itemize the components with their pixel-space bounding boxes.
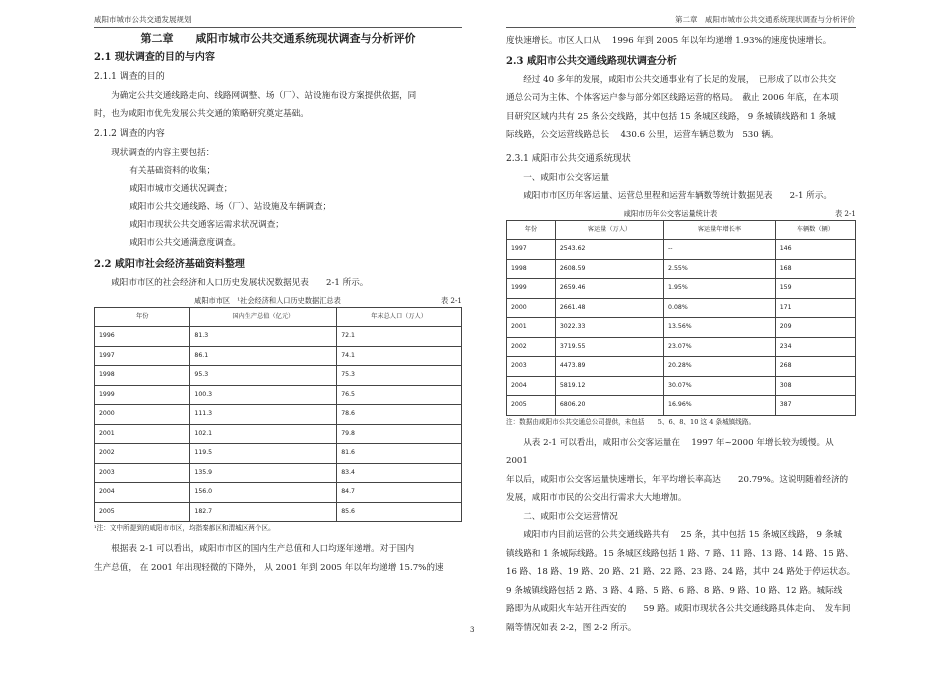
paragraph-operations-line: 咸阳市内目前运营的公共交通线路共有 25 条，其中包括 15 条城区线路， 9 条城 [523, 530, 842, 540]
table-row [95, 463, 462, 483]
table-row [507, 318, 856, 338]
table-cell: 2002 [507, 337, 556, 357]
table-cell: 2003 [95, 463, 190, 483]
table-row [507, 279, 856, 299]
table-cell: 119.5 [190, 444, 337, 464]
paragraph-operations-line: 16 路、18 路、19 路、20 路、21 路、22 路、23 路、24 路，其中 24 路处于停运状态。 [506, 567, 856, 577]
column-header: 客运量年增长率 [664, 220, 776, 240]
table-cell: 111.3 [190, 405, 337, 425]
paragraph-ridership-analysis-line3: 发展，咸阳市市民的公交出行需求大大地增加。 [506, 493, 687, 503]
table-cell: 102.1 [190, 424, 337, 444]
ridership-table-note: 注：数据由咸阳市公共交通总公司提供，未包括 5、6、8、10 这 4 条城镇线路。 [506, 417, 756, 426]
table-cell: 2000 [507, 298, 556, 318]
paragraph-content-intro: 现状调查的内容主要包括： [111, 147, 215, 158]
table-cell: 1999 [95, 385, 190, 405]
chapter-title: 第二章 咸阳市城市公共交通系统现状调查与分析评价 [140, 32, 416, 45]
table-cell: 3022.33 [555, 318, 663, 338]
section-2-1-heading: 2.1 现状调查的目的与内容 [94, 51, 215, 63]
section-2-1-2-heading: 2.1.2 调查的内容 [94, 128, 165, 139]
table-cell: 2004 [95, 483, 190, 503]
table-cell: 86.1 [190, 346, 337, 366]
paragraph-continued: 度快速增长。市区人口从 1996 年到 2005 年以年均递增 1.93%的速度快速增长。 [506, 36, 832, 46]
table-cell: 83.4 [337, 463, 462, 483]
table-cell: 1.95% [664, 279, 776, 299]
table-cell: 2.55% [664, 259, 776, 279]
table-cell: 81.6 [337, 444, 462, 464]
list-item: 有关基础资料的收集； [129, 166, 216, 176]
table-cell: 85.6 [337, 502, 462, 522]
table-cell: 2003 [507, 357, 556, 377]
paragraph-operations-line: 镇线路和 1 条城际线路。15 条城区线路包括 1 路、7 路、11 路、13 路、14 路、15 路、 [506, 548, 854, 559]
table-cell: 1996 [95, 327, 190, 347]
section-2-2-heading: 2.2 咸阳市社会经济基础资料整理 [94, 259, 245, 270]
table-cell: 168 [775, 259, 855, 279]
table-cell: 209 [775, 318, 855, 338]
paragraph-purpose-line2: 时，也为咸阳市优先发展公共交通的策略研究奠定基础。 [94, 109, 309, 119]
table-cell: 84.7 [337, 483, 462, 503]
table-cell: 0.08% [664, 298, 776, 318]
table-cell: 2608.59 [555, 259, 663, 279]
subsection-operations-heading: 二、咸阳市公交运营情况 [523, 511, 618, 522]
table-header-row [507, 220, 856, 240]
table-cell: 13.56% [664, 318, 776, 338]
table-header-row [95, 307, 462, 327]
table-cell: 1997 [507, 240, 556, 260]
ridership-table-caption-line [506, 208, 856, 220]
table-cell: 79.8 [337, 424, 462, 444]
table-cell: 76.5 [337, 385, 462, 405]
table-cell: 2001 [95, 424, 190, 444]
list-item: 咸阳市公共交通满意度调查。 [129, 238, 241, 248]
table-cell: 6806.20 [555, 396, 663, 416]
paragraph-operations-line: 路即为从咸阳火车站开往西安的 59 路。咸阳市现状各公共交通线路具体走向、 发车间 [506, 604, 851, 614]
table-cell: 2002 [95, 444, 190, 464]
table-row [95, 502, 462, 522]
table-row [507, 357, 856, 377]
table-row [507, 259, 856, 279]
paragraph-operations-line: 隔等情况如表 2-2，图 2-2 所示。 [506, 622, 637, 633]
table-cell: 5819.12 [555, 376, 663, 396]
table-row [507, 298, 856, 318]
table-cell: 2659.46 [555, 279, 663, 299]
table-row [95, 444, 462, 464]
table-2-1-caption-line [94, 295, 462, 307]
column-header: 国内生产总值（亿元） [190, 307, 337, 327]
paragraph-lines-line2: 通总公司为主体、个体客运户参与部分郊区线路运营的格局。 截止 2006 年底，在本项 [506, 93, 839, 103]
paragraph-lines-line3: 目研究区域内共有 25 条公交线路，其中包括 15 条城区线路， 9 条城镇线路和 1 条城 [506, 111, 836, 122]
table-cell: 2005 [95, 502, 190, 522]
table-row [95, 346, 462, 366]
table-cell: 156.0 [190, 483, 337, 503]
table-row [507, 396, 856, 416]
table-row [507, 376, 856, 396]
table-row [95, 385, 462, 405]
table-row [507, 240, 856, 260]
paragraph-lines-line1: 经过 40 多年的发展，咸阳市公共交通事业有了长足的发展， 已形成了以市公共交 [523, 74, 837, 85]
table-row [507, 337, 856, 357]
table-cell: 100.3 [190, 385, 337, 405]
table-row [95, 424, 462, 444]
table-cell: 308 [775, 376, 855, 396]
table-row [95, 366, 462, 386]
table-cell: -- [664, 240, 776, 260]
table-cell: 72.1 [337, 327, 462, 347]
table-2-1-caption: 咸阳市市区 ¹社会经济和人口历史数据汇总表 [194, 295, 341, 305]
paragraph-lines-line4: 际线路，公交运营线路总长 430.6 公里，运营车辆总数为 530 辆。 [506, 130, 779, 140]
column-header: 车辆数（辆） [775, 220, 855, 240]
table-cell: 81.3 [190, 327, 337, 347]
table-cell: 234 [775, 337, 855, 357]
ridership-table-number: 表 2-1 [834, 208, 856, 218]
paragraph-ridership-intro: 咸阳市市区历年客运量、运营总里程和运营车辆数等统计数据见表 2-1 所示。 [523, 191, 832, 201]
paragraph-table-intro: 咸阳市市区的社会经济和人口历史发展状况数据见表 2-1 所示。 [111, 278, 369, 288]
paragraph-operations-line: 9 条城镇线路包括 2 路、3 路、4 路、5 路、6 路、8 路、9 路、10 路、12 路。城际线 [506, 585, 843, 596]
table-cell: 78.6 [337, 405, 462, 425]
list-item: 咸阳市城市交通状况调查； [129, 184, 233, 194]
table-cell: 23.07% [664, 337, 776, 357]
table-cell: 3719.55 [555, 337, 663, 357]
page-number: 3 [470, 626, 475, 634]
table-row [95, 483, 462, 503]
table-cell: 268 [775, 357, 855, 377]
header-rule-right [506, 27, 856, 28]
table-cell: 182.7 [190, 502, 337, 522]
table-cell: 171 [775, 298, 855, 318]
table-row [95, 405, 462, 425]
ridership-table [506, 220, 856, 416]
table-cell: 1998 [507, 259, 556, 279]
table-cell: 387 [775, 396, 855, 416]
table-cell: 159 [775, 279, 855, 299]
footnote: ¹注：文中所提到的咸阳市市区，均指秦都区和渭城区两个区。 [94, 524, 275, 532]
ridership-table-caption: 咸阳市历年公交客运量统计表 [623, 208, 718, 218]
table-2-1-number: 表 2-1 [440, 295, 462, 305]
column-header: 客运量（万人） [555, 220, 663, 240]
section-2-1-1-heading: 2.1.1 调查的目的 [94, 71, 165, 82]
table-cell: 20.28% [664, 357, 776, 377]
table-cell: 4473.89 [555, 357, 663, 377]
table-cell: 2005 [507, 396, 556, 416]
table-cell: 2661.48 [555, 298, 663, 318]
paragraph-analysis-line1: 根据表 2-1 可以看出，咸阳市市区的国内生产总值和人口均逐年递增。对于国内 [111, 544, 415, 554]
paragraph-ridership-analysis-line2: 年以后，咸阳市公交客运量快速增长，年平均增长率高达 20.79%。这说明随着经济的 [506, 474, 849, 485]
paragraph-purpose-line1: 为确定公共交通线路走向、线路网调整、场（厂）、站设施布设方案提供依据，同 [111, 90, 417, 101]
header-rule-left [94, 27, 462, 28]
table-cell: 2001 [507, 318, 556, 338]
table-cell: 146 [775, 240, 855, 260]
table-cell: 2004 [507, 376, 556, 396]
economy-population-table [94, 307, 462, 523]
table-cell: 2000 [95, 405, 190, 425]
table-cell: 1997 [95, 346, 190, 366]
paragraph-ridership-analysis-line1: 从表 2-1 可以看出，咸阳市公交客运量在 1997 年~2000 年增长较为缓慢。从 2001 [506, 437, 834, 466]
table-cell: 75.3 [337, 366, 462, 386]
header-left: 咸阳市城市公共交通发展规划 [94, 15, 192, 24]
table-cell: 74.1 [337, 346, 462, 366]
table-row [95, 327, 462, 347]
left-column [94, 30, 462, 577]
table-cell: 30.07% [664, 376, 776, 396]
table-cell: 1999 [507, 279, 556, 299]
right-column [506, 32, 856, 637]
section-2-3-heading: 2.3 咸阳市公共交通线路现状调查分析 [506, 55, 677, 67]
list-item: 咸阳市现状公共交通客运需求状况调查； [129, 220, 284, 230]
table-cell: 16.96% [664, 396, 776, 416]
column-header: 年份 [507, 220, 556, 240]
column-header: 年份 [95, 307, 190, 327]
table-cell: 95.3 [190, 366, 337, 386]
section-2-3-1-heading: 2.3.1 咸阳市公共交通系统现状 [506, 153, 631, 164]
table-cell: 135.9 [190, 463, 337, 483]
table-cell: 1998 [95, 366, 190, 386]
subsection-ridership-heading: 一、咸阳市公交客运量 [523, 172, 610, 183]
header-right: 第二章 咸阳市城市公共交通系统现状调查与分析评价 [675, 15, 855, 24]
column-header: 年末总人口（万人） [337, 307, 462, 327]
list-item: 咸阳市公共交通线路、场（厂）、站设施及车辆调查； [129, 202, 332, 212]
table-cell: 2543.62 [555, 240, 663, 260]
paragraph-analysis-line2: 生产总值， 在 2001 年出现轻微的下降外， 从 2001 年到 2005 年以年均递增 15.7%的速 [94, 562, 444, 573]
